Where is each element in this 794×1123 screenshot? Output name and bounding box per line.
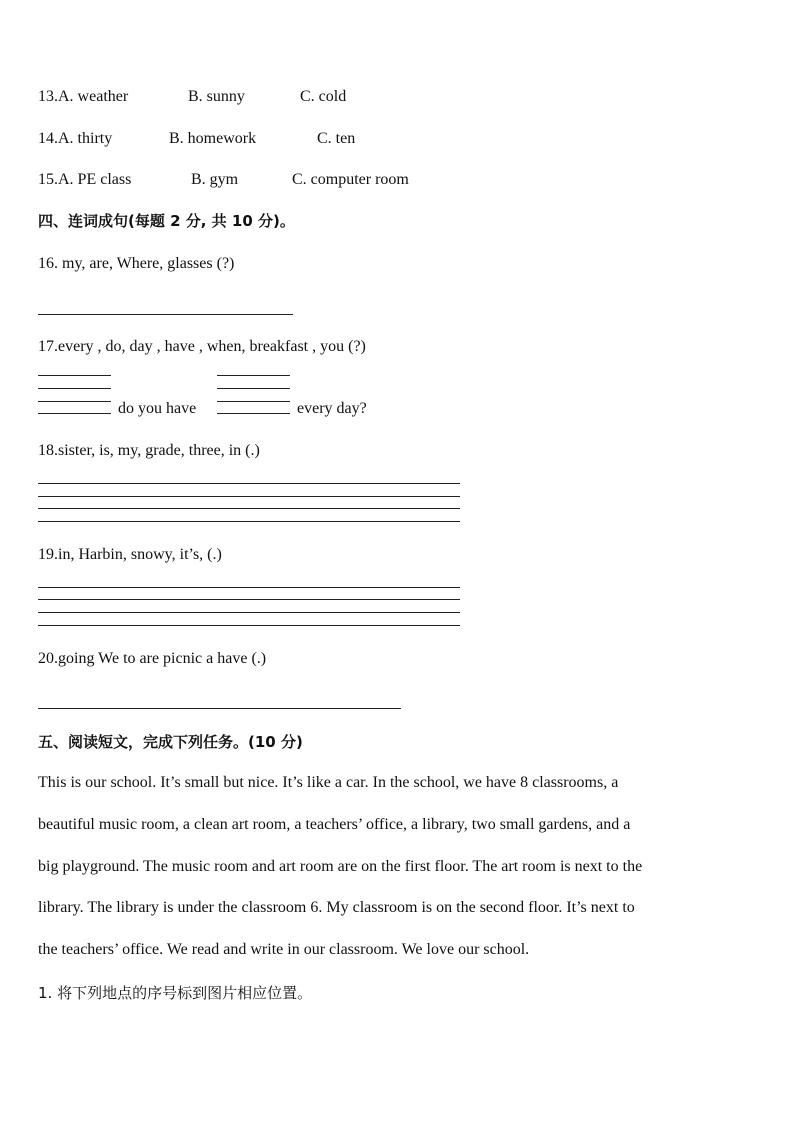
q19-answer-line-1[interactable] xyxy=(38,587,460,588)
q14-option-b: B. homework xyxy=(169,130,257,147)
q13-option-a: 13.A. weather xyxy=(38,88,129,105)
question-19: 19.in, Harbin, snowy, it’s, (.) xyxy=(38,546,222,563)
q14-option-a: 14.A. thirty xyxy=(38,130,113,147)
q13-option-b: B. sunny xyxy=(188,88,245,105)
q17-answer-line-2a[interactable] xyxy=(217,375,290,376)
question-20: 20.going We to are picnic a have (.) xyxy=(38,650,267,667)
question-16: 16. my, are, Where, glasses (?) xyxy=(38,255,235,272)
q15-option-c: C. computer room xyxy=(292,171,409,188)
q17-answer-line-2d[interactable] xyxy=(217,413,290,414)
q15-option-b: B. gym xyxy=(191,171,239,188)
q17-end-text: every day? xyxy=(297,400,367,417)
q17-answer-line-2c[interactable] xyxy=(217,401,290,402)
q20-answer-line[interactable] xyxy=(38,708,401,709)
q18-answer-line-2[interactable] xyxy=(38,496,460,497)
task-1-instruction: 1. 将下列地点的序号标到图片相应位置。 xyxy=(38,984,313,1002)
q18-answer-line-4[interactable] xyxy=(38,521,460,522)
q13-option-c: C. cold xyxy=(300,88,347,105)
reading-paragraph-line-5: the teachers’ office. We read and write in our classroom. We love our school. xyxy=(38,941,530,958)
q18-answer-line-3[interactable] xyxy=(38,508,460,509)
q17-answer-line-1a[interactable] xyxy=(38,375,111,376)
reading-paragraph-line-1: This is our school. It’s small but nice. It’s like a car. In the school, we have 8 classrooms, a xyxy=(38,774,619,791)
q16-answer-line[interactable] xyxy=(38,314,293,315)
q17-answer-line-1b[interactable] xyxy=(38,388,111,389)
q14-option-c: C. ten xyxy=(317,130,356,147)
section-4-heading: 四、连词成句(每题 2 分, 共 10 分)。 xyxy=(38,212,295,230)
q15-option-a: 15.A. PE class xyxy=(38,171,132,188)
reading-paragraph-line-2: beautiful music room, a clean art room, a teachers’ office, a library, two small gardens, and a xyxy=(38,816,631,833)
q18-answer-line-1[interactable] xyxy=(38,483,460,484)
reading-paragraph-line-4: library. The library is under the classroom 6. My classroom is on the second floor. It’s next to xyxy=(38,899,635,916)
q17-mid-text: do you have xyxy=(118,400,197,417)
section-5-heading: 五、阅读短文，完成下列任务。(10 分) xyxy=(38,733,303,751)
q19-answer-line-3[interactable] xyxy=(38,612,460,613)
q19-answer-line-4[interactable] xyxy=(38,625,460,626)
question-17: 17.every , do, day , have , when, breakfast , you (?) xyxy=(38,338,366,355)
q17-answer-line-1d[interactable] xyxy=(38,413,111,414)
q17-answer-line-1c[interactable] xyxy=(38,401,111,402)
reading-paragraph-line-3: big playground. The music room and art room are on the first floor. The art room is next to the xyxy=(38,858,643,875)
q17-answer-line-2b[interactable] xyxy=(217,388,290,389)
question-18: 18.sister, is, my, grade, three, in (.) xyxy=(38,442,260,459)
q19-answer-line-2[interactable] xyxy=(38,599,460,600)
